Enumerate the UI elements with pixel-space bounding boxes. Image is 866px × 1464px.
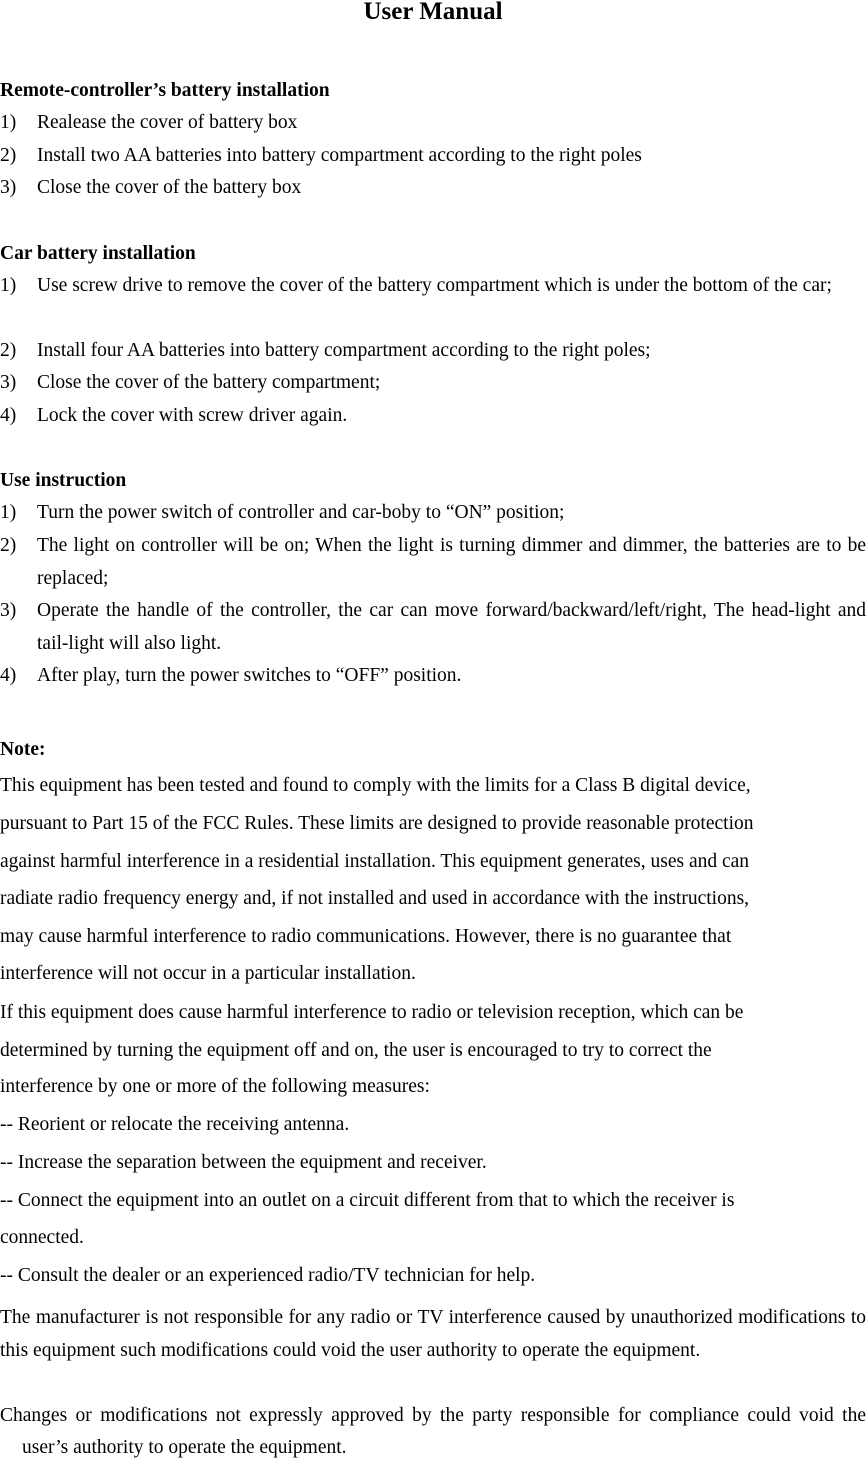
note-line: -- Reorient or relocate the receiving antenna. xyxy=(0,1114,350,1135)
list-item-number: 2) xyxy=(0,535,17,556)
list-item-text: Realease the cover of battery box xyxy=(37,112,298,133)
note-line: determined by turning the equipment off and on, the user is encouraged to try to correct the xyxy=(0,1040,712,1061)
list-item xyxy=(0,270,866,303)
note-line: radiate radio frequency energy and, if not installed and used in accordance with the instructions, xyxy=(0,888,750,909)
list-item xyxy=(0,107,866,140)
list-item-number: 1) xyxy=(0,275,17,296)
list-item xyxy=(0,367,866,400)
list-item xyxy=(0,530,866,595)
list-item-number: 4) xyxy=(0,405,17,426)
list-item-text: Turn the power switch of controller and car-boby to “ON” position; xyxy=(37,502,565,523)
list-item-text: The light on controller will be on; When the light is turning dimmer and dimmer, the batteries are to be replaced; xyxy=(37,535,866,589)
section-heading-remote-battery: Remote-controller’s battery installation xyxy=(0,80,330,101)
note-line: -- Connect the equipment into an outlet on a circuit different from that to which the receiver is xyxy=(0,1190,735,1211)
list-item-text: Close the cover of the battery compartment; xyxy=(37,372,381,393)
list-item-number: 4) xyxy=(0,665,17,686)
list-item xyxy=(0,660,866,693)
manufacturer-disclaimer: The manufacturer is not responsible for any radio or TV interference caused by unauthorized modifications to this equipment such modifications could void the user authority to operate the equipment. xyxy=(0,1307,866,1361)
list-item xyxy=(0,595,866,660)
list-item-text: Operate the handle of the controller, the car can move forward/backward/left/right, The head-light and tail-light will also light. xyxy=(37,600,866,654)
list-item-text: Install two AA batteries into battery compartment according to the right poles xyxy=(37,145,642,166)
list-item-text: Use screw drive to remove the cover of the battery compartment which is under the bottom of the car; xyxy=(37,275,832,296)
note-line: -- Consult the dealer or an experienced radio/TV technician for help. xyxy=(0,1265,536,1286)
note-heading: Note: xyxy=(0,739,46,760)
section-heading-car-battery: Car battery installation xyxy=(0,243,196,264)
list-item xyxy=(0,335,866,368)
list-item-number: 2) xyxy=(0,340,17,361)
section-heading-use-instruction: Use instruction xyxy=(0,470,127,491)
note-line: This equipment has been tested and found to comply with the limits for a Class B digital device, xyxy=(0,775,751,796)
note-line: connected. xyxy=(0,1227,84,1248)
note-line: pursuant to Part 15 of the FCC Rules. These limits are designed to provide reasonable protection xyxy=(0,813,754,834)
list-item xyxy=(0,140,866,173)
changes-warning: Changes or modifications not expressly approved by the party responsible for compliance could void the user’s authority to operate the equipment. xyxy=(0,1405,866,1458)
list-item-text: After play, turn the power switches to “OFF” position. xyxy=(37,665,462,686)
list-item-number: 1) xyxy=(0,112,17,133)
list-item-text: Lock the cover with screw driver again. xyxy=(37,405,348,426)
note-line: interference by one or more of the following measures: xyxy=(0,1076,430,1097)
note-line: against harmful interference in a residential installation. This equipment generates, uses and can xyxy=(0,851,750,872)
list-item-number: 1) xyxy=(0,502,17,523)
list-item-number: 2) xyxy=(0,145,17,166)
list-item-number: 3) xyxy=(0,600,17,621)
list-item xyxy=(0,497,866,530)
list-item-text: Install four AA batteries into battery compartment according to the right poles; xyxy=(37,340,651,361)
note-line: -- Increase the separation between the equipment and receiver. xyxy=(0,1152,487,1173)
page-title: User Manual xyxy=(363,0,503,25)
note-line: If this equipment does cause harmful interference to radio or television reception, which can be xyxy=(0,1002,744,1023)
list-item-text: Close the cover of the battery box xyxy=(37,177,302,198)
list-item xyxy=(0,172,866,205)
note-line: interference will not occur in a particular installation. xyxy=(0,963,416,984)
list-item xyxy=(0,400,866,433)
note-line: may cause harmful interference to radio communications. However, there is no guarantee that xyxy=(0,926,732,947)
list-item-number: 3) xyxy=(0,372,17,393)
list-item-number: 3) xyxy=(0,177,17,198)
